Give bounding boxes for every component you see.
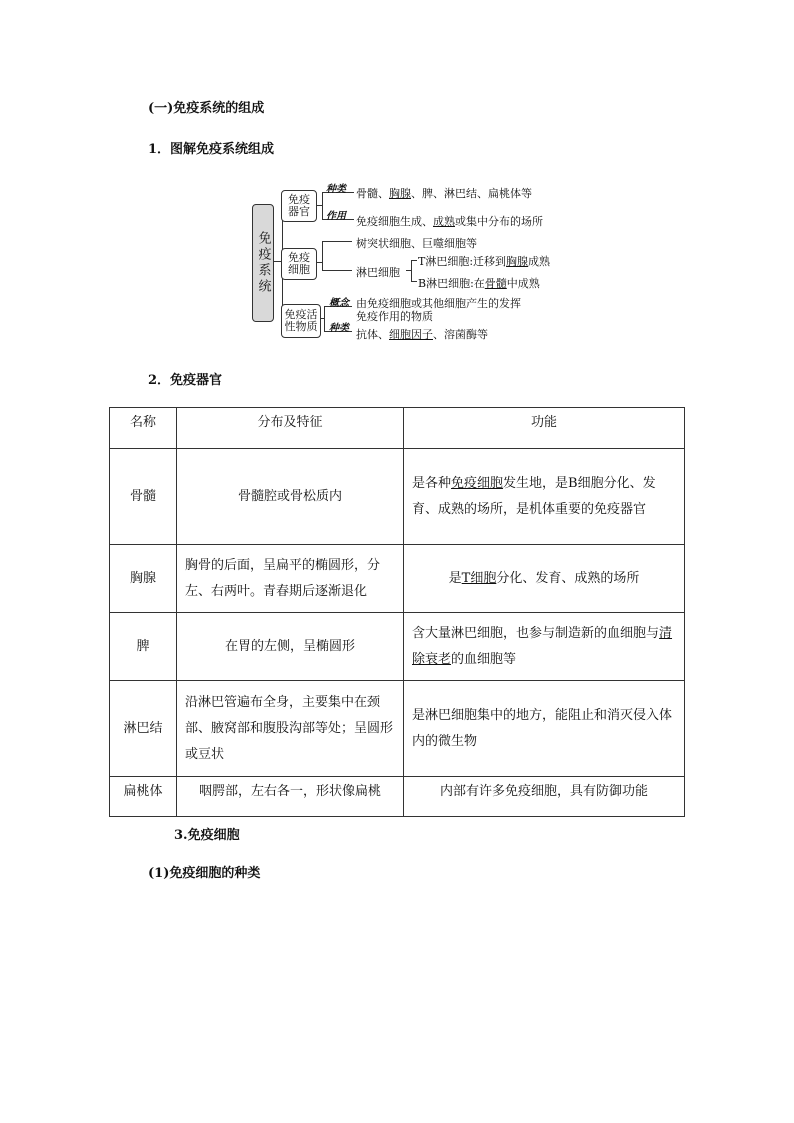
diagram-root <box>252 204 274 322</box>
section-title: (一)免疫系统的组成 <box>148 101 265 116</box>
organ-name: 淋巴结 <box>110 681 177 777</box>
concept-2: 免疫作用的物质 <box>356 310 433 323</box>
substance-kinds: 抗体、细胞因子、溶菌酶等 <box>356 328 488 341</box>
table-header-row <box>110 408 685 449</box>
header-name: 名称 <box>110 408 177 449</box>
organ-name: 扁桃体 <box>110 777 177 817</box>
organ-box: 免疫器官 <box>281 190 317 222</box>
organ-feature: 沿淋巴管遍布全身，主要集中在颈部、腋窝部和腹股沟部等处；呈圆形或豆状 <box>177 681 404 777</box>
organ-feature: 在胃的左侧，呈椭圆形 <box>177 613 404 681</box>
organ-function: 含大量淋巴细胞，也参与制造新的血细胞与清除衰老的血细胞等 <box>404 613 685 681</box>
organ-function: 内部有许多免疫细胞，具有防御功能 <box>404 777 685 817</box>
organ-feature: 胸骨的后面，呈扁平的椭圆形，分左、右两叶。青春期后逐渐退化 <box>177 545 404 613</box>
organ-name: 脾 <box>110 613 177 681</box>
heading-organs: 2．免疫器官 <box>148 373 223 388</box>
organ-function: 是淋巴细胞集中的地方，能阻止和消灭侵入体内的微生物 <box>404 681 685 777</box>
organ-kinds: 骨髓、胸腺、脾、淋巴结、扁桃体等 <box>356 187 532 200</box>
heading-diagram: 1．图解免疫系统组成 <box>148 142 275 157</box>
header-function: 功能 <box>404 408 685 449</box>
table-row <box>110 613 685 681</box>
label-concept: 概念 <box>329 298 349 309</box>
heading-cells: 3.免疫细胞 <box>174 828 240 843</box>
organ-feature: 咽腭部，左右各一，形状像扁桃 <box>177 777 404 817</box>
heading-cell-kinds: (1)免疫细胞的种类 <box>148 866 261 881</box>
table-row <box>110 449 685 545</box>
header-feature: 分布及特征 <box>177 408 404 449</box>
table-row <box>110 545 685 613</box>
table-row <box>110 777 685 817</box>
b-cell: B淋巴细胞:在骨髓中成熟 <box>418 277 540 290</box>
organ-function: 是T细胞分化、发育、成熟的场所 <box>404 545 685 613</box>
cell-box: 免疫细胞 <box>281 248 317 280</box>
concept-1: 由免疫细胞或其他细胞产生的发挥 <box>356 297 521 310</box>
organ-feature: 骨髓腔或骨松质内 <box>177 449 404 545</box>
cells-1: 树突状细胞、巨噬细胞等 <box>356 237 477 250</box>
immune-system-diagram <box>250 180 580 345</box>
label-kind-2: 种类 <box>329 323 349 334</box>
t-cell: T淋巴细胞:迁移到胸腺成熟 <box>418 255 551 268</box>
organ-function: 免疫细胞生成、成熟或集中分布的场所 <box>356 215 543 228</box>
organ-name: 骨髓 <box>110 449 177 545</box>
cells-2: 淋巴细胞 <box>356 266 400 279</box>
diagram-root-label: 免疫系统 <box>255 231 271 295</box>
table-row <box>110 681 685 777</box>
label-function: 作用 <box>326 211 346 222</box>
organ-function: 是各种免疫细胞发生地，是B细胞分化、发育、成熟的场所，是机体重要的免疫器官 <box>404 449 685 545</box>
organ-name: 胸腺 <box>110 545 177 613</box>
substance-box: 免疫活性物质 <box>281 304 321 338</box>
label-kind: 种类 <box>326 184 346 195</box>
immune-organs-table <box>109 407 685 817</box>
